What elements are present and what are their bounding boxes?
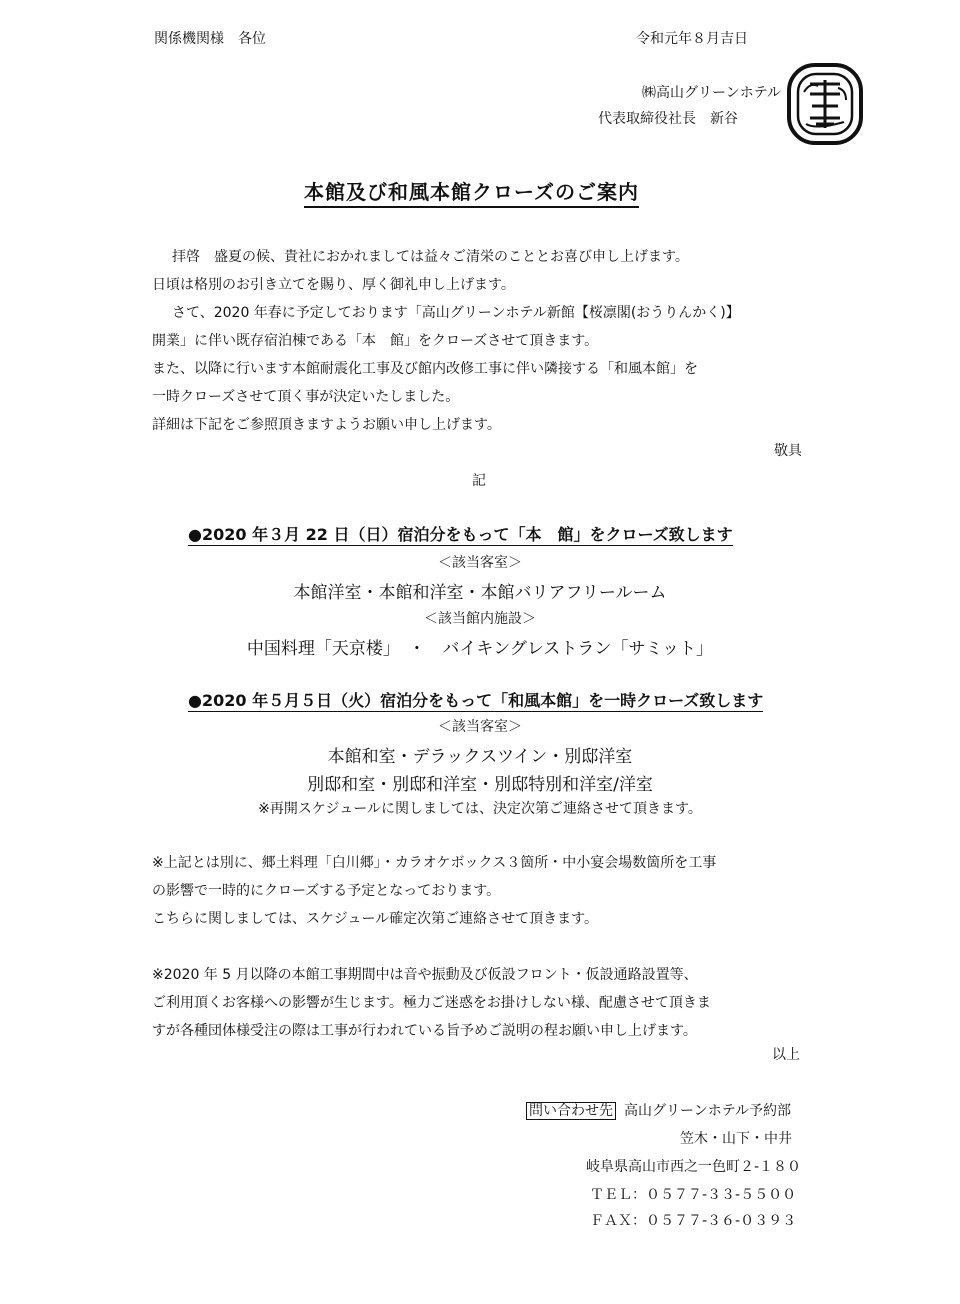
closing-ijou: 以上 [772, 1047, 800, 1063]
contact-tel: ＴＥＬ：０５７７-３３-５５００ [590, 1187, 797, 1203]
recipients: 関係機関様 各位 [154, 31, 266, 47]
body-line: 一時クローズさせて頂く事が決定いたしました。 [152, 389, 460, 405]
contact-address: 岐阜県高山市西之一色町２-１８０ [586, 1159, 802, 1175]
document-date: 令和元年８月吉日 [636, 31, 748, 47]
body-line: さて、2020 年春に予定しております「高山グリーンホテル新館【桜凛閣(おうりんかく)】 [172, 305, 740, 321]
contact-department: 高山グリーンホテル予約部 [624, 1103, 792, 1119]
section1-facilities: 中国料理「天京楼」 ・ バイキングレストラン「サミット」 [246, 639, 714, 659]
company-seal-stamp [786, 62, 864, 146]
body-line: また、以降に行います本館耐震化工事及び館内改修工事に伴い隣接する「和風本館」を [152, 361, 698, 377]
section2-note: ※再開スケジュールに関しましては、決定次第ご連絡させて頂きます。 [258, 801, 702, 817]
note1-line: こちらに関しましては、スケジュール確定次第ご連絡させて頂きます。 [152, 911, 599, 927]
closing-keigu: 敬具 [774, 443, 802, 459]
note2-line: すが各種団体様受注の際は工事が行われている旨予めご説明の程お願い申し上げます。 [152, 1023, 697, 1039]
section2-heading: ●2020 年５月５日（火）宿泊分をもって「和風本館」を一時クローズ致します [188, 691, 764, 710]
section1-heading: ●2020 年３月 22 日（日）宿泊分をもって「本 館」をクローズ致します [188, 525, 733, 544]
body-line: 拝啓 盛夏の候、貴社におかれましては益々ご清栄のこととお喜び申し上げます。 [172, 249, 689, 265]
note1-line: ※上記とは別に、郷土料理「白川郷」・カラオケボックス３箇所・中小宴会場数箇所を工事 [152, 855, 717, 871]
section1-rooms-label: ＜該当客室＞ [438, 555, 522, 571]
representative: 代表取締役社長 新谷 [598, 111, 752, 127]
note1-line: の影響で一時的にクローズする予定となっております。 [152, 883, 501, 899]
section1-rooms: 本館洋室・本館和洋室・本館バリアフリールーム [293, 583, 667, 603]
company-name: ㈱高山グリーンホテル [642, 85, 782, 101]
note2-line: ご利用頂くお客様への影響が生じます。極力ご迷惑をお掛けしない様、配慮させて頂きま [152, 995, 711, 1011]
body-line: 日頃は格別のお引き立てを賜り、厚く御礼申し上げます。 [152, 277, 515, 293]
document-title: 本館及び和風本館クローズのご案内 [304, 180, 639, 208]
contact-fax: ＦＡＸ：０５７７-３６-０３９３ [590, 1213, 797, 1229]
note2-line: ※2020 年 5 月以降の本館工事期間中は音や振動及び仮設フロント・仮設通路設置等、 [152, 967, 698, 983]
section2-rooms-line2: 別邸和室・別邸和洋室・別邸特別和洋室/洋室 [307, 775, 653, 795]
contact-label: 問い合わせ先 [526, 1102, 616, 1120]
section2-rooms-line1: 本館和室・デラックスツイン・別邸洋室 [327, 747, 633, 767]
body-line: 開業」に伴い既存宿泊棟である「本 館」をクローズさせて頂きます。 [152, 333, 599, 349]
section2-rooms-label: ＜該当客室＞ [438, 719, 522, 735]
section1-facilities-label: ＜該当館内施設＞ [424, 611, 536, 627]
body-line: 詳細は下記をご参照頂きますようお願い申し上げます。 [152, 417, 501, 433]
contact-staff: 笠木・山下・中井 [680, 1131, 792, 1147]
ki-marker: 記 [472, 473, 486, 489]
